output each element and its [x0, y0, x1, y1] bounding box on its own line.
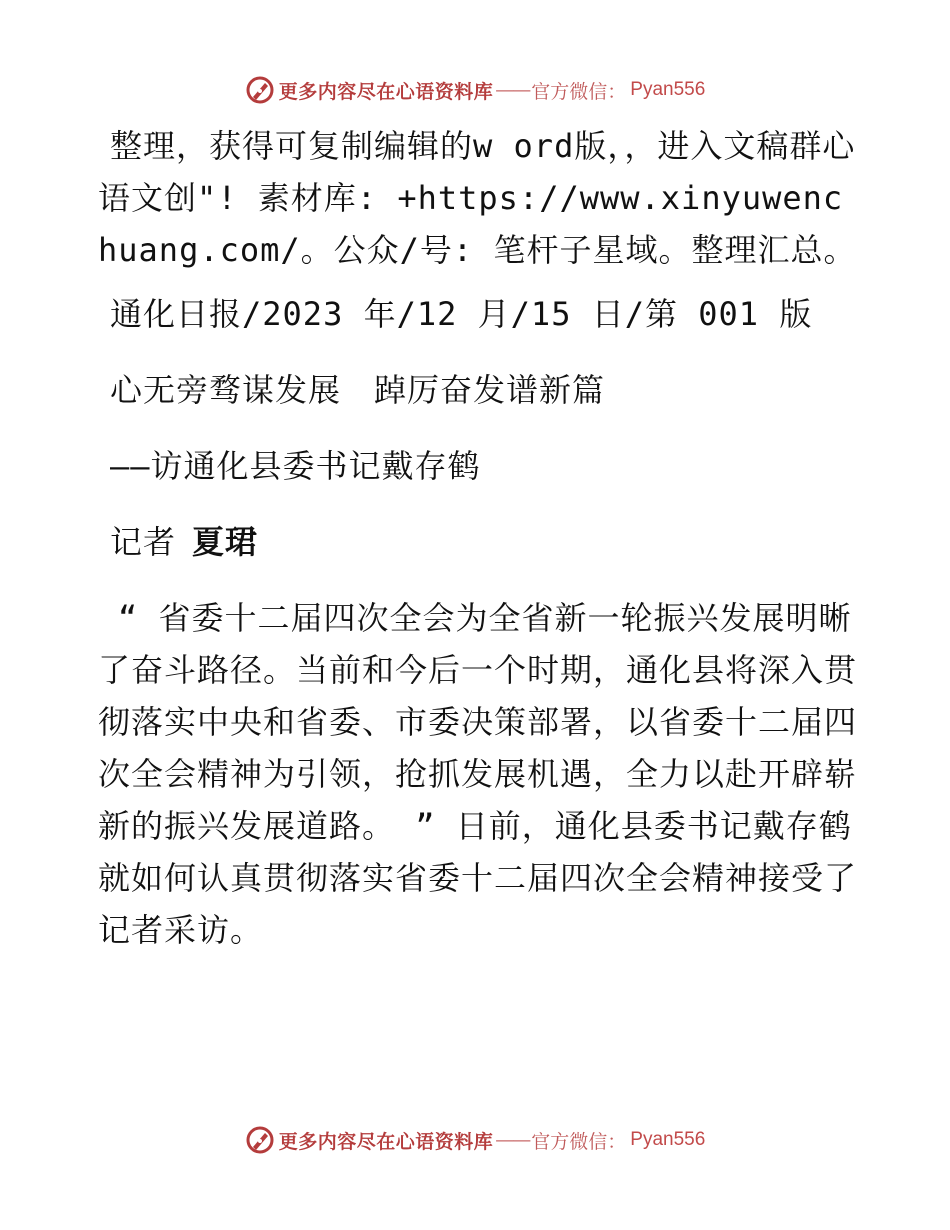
- body-paragraph: “ 省委十二届四次全会为全省新一轮振兴发展明晰了奋斗路径。当前和今后一个时期，通化县将深入贯彻落实中央和省委、市委决策部署，以省委十二届四次全会精神为引领，抢抓发展机遇，全力以赴开辟崭新的振兴发展道路。 ” 日前，通化县委书记戴存鹤就如何认真贯彻落实省委十二届四次全会精神接受了记者采访。: [98, 599, 858, 949]
- banner-label: 官方微信: [531, 1130, 608, 1153]
- banner-title: 更多内容尽在心语资料库: [278, 80, 494, 103]
- pen-nib-logo-icon: [245, 75, 275, 105]
- banner-wechat-id: Pyan556: [630, 1129, 706, 1150]
- intro-paragraph: 整理，获得可复制编辑的w ord版，，进入文稿群心语文创"! 素材库: +https://www.xinyuwenchuang.com/。公众/号: 笔杆子星域。整理汇总。: [98, 127, 857, 269]
- banner-separator: ——: [495, 1129, 530, 1151]
- document-content: [98, 120, 858, 956]
- pen-nib-logo-icon: [245, 1125, 275, 1155]
- footer-watermark-banner: [0, 1122, 950, 1158]
- banner-separator: ——: [495, 79, 530, 101]
- banner-title: 更多内容尽在心语资料库: [278, 1130, 494, 1153]
- banner-wechat-id: Pyan556: [630, 79, 706, 100]
- banner-colon: ：: [607, 1130, 627, 1153]
- banner-colon: ：: [607, 80, 627, 103]
- banner-label: 官方微信: [531, 80, 608, 103]
- reporter-line: [110, 516, 858, 568]
- reporter-label: 记者: [110, 523, 177, 561]
- headline: 心无旁骛谋发展 踔厉奋发谱新篇: [110, 371, 606, 409]
- reporter-name: 夏珺: [192, 523, 259, 561]
- dateline: 通化日报/2023 年/12 月/15 日/第 001 版: [110, 295, 813, 333]
- subheadline: ——访通化县委书记戴存鹤: [110, 447, 481, 485]
- header-watermark-banner: [0, 72, 950, 108]
